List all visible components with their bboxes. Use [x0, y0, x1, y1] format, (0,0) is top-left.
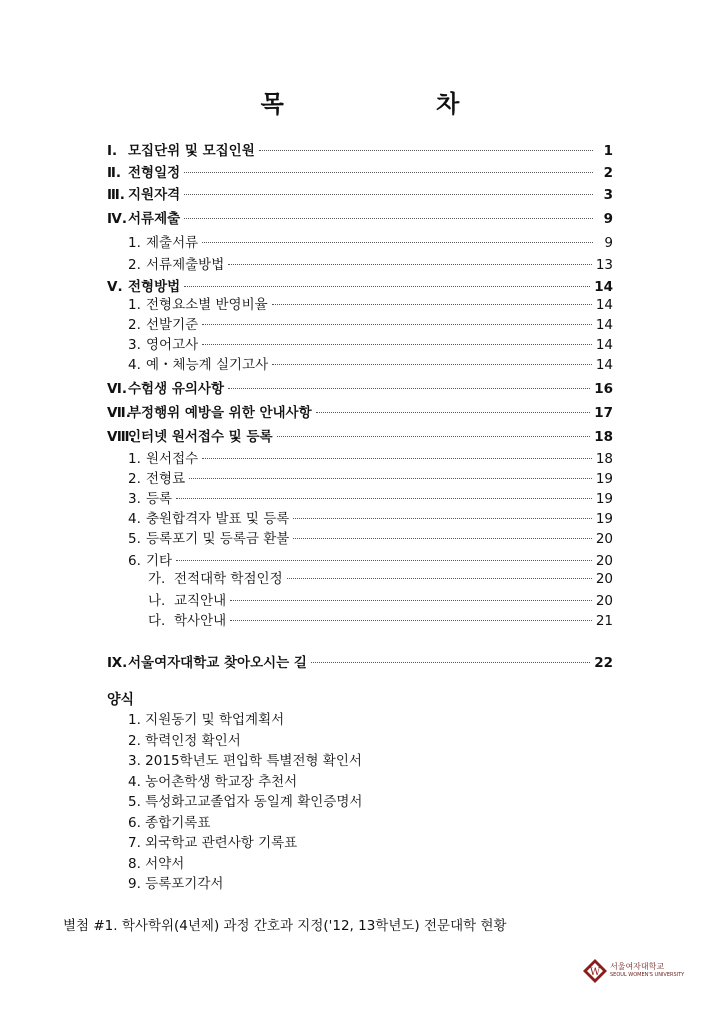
toc-entry — [128, 335, 613, 355]
toc-entry-label: 학사안내 — [174, 613, 227, 629]
toc-entry-page: 19 — [595, 491, 613, 507]
toc-leader-dots — [184, 172, 593, 173]
toc-entry — [107, 277, 613, 297]
toc-entry-page: 1 — [603, 143, 613, 159]
page-title: 목 차 — [260, 90, 532, 118]
toc-entry-page: 20 — [595, 553, 613, 569]
toc-entry — [128, 355, 613, 375]
toc-entry-label: 전형방법 — [128, 279, 181, 295]
university-logo — [582, 958, 684, 984]
toc-entry-page: 18 — [594, 429, 613, 445]
toc-entry-label: 교직안내 — [174, 593, 227, 609]
toc-entry-number: Ⅶ. — [107, 405, 131, 421]
toc-entry-page: 2 — [603, 165, 613, 181]
toc-entry-label: 전형요소별 반영비율 — [146, 297, 268, 313]
toc-entry-label: 지원자격 — [128, 187, 181, 203]
toc-entry-label: 원서접수 — [146, 451, 199, 467]
toc-entry — [107, 379, 613, 399]
toc-entry — [107, 427, 613, 447]
logo-text: 서울여자대학교 — [610, 962, 665, 971]
toc-leader-dots — [202, 344, 592, 345]
toc-entry — [128, 295, 613, 315]
toc-entry-label: 서류제출 — [128, 211, 181, 227]
toc-leader-dots — [293, 518, 592, 519]
toc-entry-label: 충원합격자 발표 및 등록 — [146, 511, 290, 527]
toc-entry-number: Ⅷ. — [107, 429, 135, 445]
toc-leader-dots — [230, 620, 592, 621]
toc-entry-label: 기타 — [146, 553, 173, 569]
toc-entry-page: 14 — [595, 357, 613, 373]
toc-leader-dots — [272, 364, 592, 365]
toc-entry-number: 3. — [128, 491, 141, 507]
form-item: 3. 2015학년도 편입학 특별전형 확인서 — [128, 753, 362, 769]
toc-leader-dots — [293, 538, 592, 539]
toc-entry-label: 서류제출방법 — [146, 257, 225, 273]
toc-leader-dots — [230, 600, 592, 601]
toc-entry-number: Ⅲ. — [107, 187, 125, 203]
toc-leader-dots — [311, 662, 590, 663]
toc-entry-label: 부정행위 예방을 위한 안내사항 — [128, 405, 312, 421]
toc-leader-dots — [228, 264, 592, 265]
toc-entry-page: 20 — [595, 531, 613, 547]
toc-entry-page: 14 — [595, 317, 613, 333]
toc-entry-label: 전형일정 — [128, 165, 181, 181]
toc-entry — [128, 315, 613, 335]
toc-entry-number: 2. — [128, 471, 141, 487]
toc-leader-dots — [202, 458, 592, 459]
form-item: 6. 종합기록표 — [128, 814, 211, 831]
toc-entry-number: Ⅴ. — [107, 279, 123, 295]
toc-entry — [128, 449, 613, 469]
toc-entry-number: Ⅱ. — [107, 165, 122, 181]
toc-entry — [128, 509, 613, 529]
toc-entry-number: 2. — [128, 317, 141, 333]
toc-entry-page: 13 — [595, 257, 613, 273]
toc-entry-number: 6. — [128, 553, 141, 569]
toc-leader-dots — [202, 242, 593, 243]
toc-entry-page: 14 — [595, 337, 613, 353]
toc-entry-number: 5. — [128, 531, 141, 547]
toc-leader-dots — [184, 218, 593, 219]
toc-leader-dots — [287, 578, 592, 579]
toc-entry-label: 등록 — [146, 491, 173, 507]
toc-leader-dots — [176, 560, 592, 561]
university-emblem-icon — [582, 958, 608, 984]
toc-entry-page: 19 — [595, 511, 613, 527]
toc-entry-number: Ⅳ. — [107, 211, 127, 227]
toc-leader-dots — [184, 286, 590, 287]
toc-entry-number: 다. — [148, 613, 166, 629]
toc-entry — [107, 141, 613, 161]
toc-entry — [107, 403, 613, 423]
toc-leader-dots — [316, 412, 591, 413]
toc-entry-number: 2. — [128, 257, 141, 273]
toc-entry-page: 9 — [604, 235, 613, 251]
toc-entry-page: 19 — [595, 471, 613, 487]
toc-entry-page: 17 — [594, 405, 613, 421]
toc-entry-number: 1. — [128, 235, 141, 251]
toc-entry-label: 인터넷 원서접수 및 등록 — [128, 429, 273, 445]
toc-entry — [128, 551, 613, 571]
toc-entry-label: 전형료 — [146, 471, 186, 487]
toc-entry — [107, 653, 613, 673]
toc-entry-label: 수험생 유의사항 — [128, 381, 224, 397]
toc-leader-dots — [202, 324, 592, 325]
toc-entry-number: 4. — [128, 511, 141, 527]
toc-entry-label: 전적대학 학점인정 — [174, 571, 283, 587]
toc-entry — [128, 529, 613, 549]
toc-entry — [128, 489, 613, 509]
toc-entry-page: 9 — [603, 211, 613, 227]
svg-text:W: W — [589, 967, 601, 978]
toc-entry — [128, 255, 613, 275]
toc-entry-number: Ⅸ. — [107, 655, 128, 671]
toc-entry-page: 22 — [594, 655, 613, 671]
form-item: 8. 서약서 — [128, 855, 185, 872]
toc-entry — [128, 233, 613, 253]
toc-leader-dots — [228, 388, 590, 389]
toc-leader-dots — [176, 498, 592, 499]
toc-entry-page: 14 — [594, 279, 613, 295]
toc-entry-label: 등록포기 및 등록금 환불 — [146, 531, 290, 547]
toc-leader-dots — [277, 436, 591, 437]
toc-entry — [148, 611, 613, 631]
toc-entry-number: 3. — [128, 337, 141, 353]
toc-entry-number: 1. — [128, 451, 141, 467]
toc-entry-label: 영어고사 — [146, 337, 199, 353]
toc-entry-page: 3 — [603, 187, 613, 203]
form-item: 2. 학력인정 확인서 — [128, 732, 241, 749]
toc-leader-dots — [272, 304, 592, 305]
toc-entry-number: 1. — [128, 297, 141, 313]
toc-entry-label: 모집단위 및 모집인원 — [128, 143, 255, 159]
toc-entry-label: 선발기준 — [146, 317, 199, 333]
form-item: 5. 특성화고교졸업자 동일계 확인증명서 — [128, 794, 363, 810]
toc-entry — [107, 163, 613, 183]
form-item: 1. 지원동기 및 학업계획서 — [128, 712, 285, 728]
form-item: 7. 외국학교 관련사항 기록표 — [128, 835, 298, 851]
toc-entry-page: 20 — [595, 593, 613, 609]
toc-leader-dots — [184, 194, 593, 195]
toc-entry — [107, 185, 613, 205]
form-item: 4. 농어촌학생 학교장 추천서 — [128, 773, 298, 790]
toc-leader-dots — [259, 150, 593, 151]
toc-entry — [128, 469, 613, 489]
toc-entry-number: 나. — [148, 593, 166, 609]
toc-entry-page: 18 — [595, 451, 613, 467]
logo-subtext: SEOUL WOMEN'S UNIVERSITY — [610, 972, 685, 978]
toc-entry-label: 제출서류 — [146, 235, 199, 251]
forms-heading: 양식 — [107, 692, 135, 708]
form-item: 9. 등록포기각서 — [128, 876, 224, 892]
toc-entry-page: 14 — [595, 297, 613, 313]
toc-entry-page: 16 — [594, 381, 613, 397]
toc-entry-page: 20 — [595, 571, 613, 587]
toc-entry — [148, 569, 613, 589]
toc-entry-number: Ⅰ. — [107, 143, 118, 159]
toc-leader-dots — [189, 478, 592, 479]
toc-entry-number: 가. — [148, 571, 166, 587]
toc-entry-number: 4. — [128, 357, 141, 373]
toc-entry — [148, 591, 613, 611]
toc-entry-label: 서울여자대학교 찾아오시는 길 — [128, 655, 307, 671]
toc-entry-label: 예・체능계 실기고사 — [146, 357, 269, 373]
toc-entry — [107, 209, 613, 229]
toc-entry-number: Ⅵ. — [107, 381, 127, 397]
toc-entry-page: 21 — [595, 613, 613, 629]
attachment-note: 별첨 #1. 학사학위(4년제) 과정 간호과 지정('12, 13학년도) 전문대학 현황 — [63, 918, 507, 934]
